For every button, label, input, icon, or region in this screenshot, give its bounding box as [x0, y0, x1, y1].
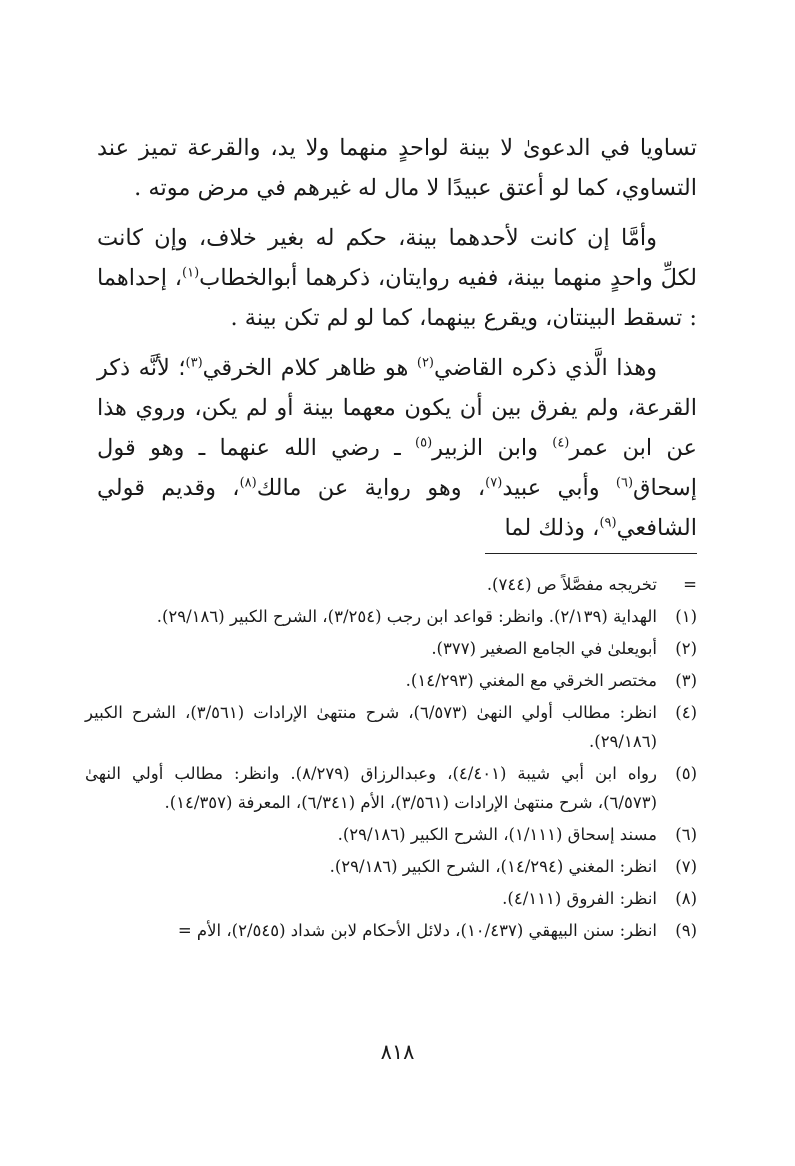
footnote-item: [85, 570, 697, 599]
footnote-text: أبويعلىٰ في الجامع الصغير (٣٧٧).: [431, 639, 657, 658]
footnote-reference: (٥): [415, 435, 433, 451]
footnote-reference: (٨): [239, 475, 257, 491]
page-number: ٨١٨: [380, 1040, 415, 1064]
footnote-reference: (١): [182, 265, 200, 281]
footnote-item: [85, 666, 697, 695]
footnote-reference: (٤): [552, 435, 570, 451]
paragraph: [97, 218, 697, 338]
footnote-marker: (١): [675, 607, 697, 626]
text-run: ؛ لأنَّه ذكر القرعة، ولم يفرق بين أن يكون معهما بينة أو لم يكن، وروي هذا عن ابن عمر: [97, 355, 697, 461]
footnote-marker: =: [683, 575, 697, 594]
text-run: هو ظاهر كلام الخرقي: [202, 355, 417, 381]
footnote-reference: (٩): [599, 515, 617, 531]
text-run: وأبي عبيد: [502, 475, 616, 501]
footnote-item: [85, 634, 697, 663]
text-run: ـ رضي الله عنهما ـ وهو قول إسحاق: [97, 435, 697, 501]
footnote-text: انظر: الفروق (٤/١١١).: [502, 889, 657, 908]
footnote-reference: (٦): [615, 475, 634, 491]
footnote-text: انظر: سنن البيهقي (١٠/٤٣٧)، دلائل الأحكام لابن شداد (٢/٥٤٥)، الأم =: [177, 921, 657, 940]
footnote-marker: (٢): [675, 639, 697, 658]
footnote-reference: (٧): [485, 475, 503, 491]
footnote-marker: (٥): [675, 764, 697, 783]
footnote-text: انظر: المغني (١٤/٢٩٤)، الشرح الكبير (٢٩/١٨٦).: [329, 857, 657, 876]
footnote-item: [85, 820, 697, 849]
footnote-item: [85, 759, 697, 817]
footnote-marker: (٩): [675, 921, 697, 940]
paragraph: [97, 128, 697, 208]
footnote-text: انظر: مطالب أولي النهىٰ (٦/٥٧٣)، شرح منتهىٰ الإرادات (٣/٥٦١)، الشرح الكبير (٢٩/١٨٦).: [85, 703, 657, 751]
footnote-marker: (٣): [675, 671, 697, 690]
footnote-text: مسند إسحاق (١/١١١)، الشرح الكبير (٢٩/١٨٦).: [337, 825, 657, 844]
text-run: تساويا في الدعوىٰ لا بينة لواحدٍ منهما ولا يد، والقرعة تميز عند التساوي، كما لو أعتق عبيدًا لا مال له غيرهم في مرض موته .: [97, 135, 697, 201]
text-run: وأمَّا إن كانت لأحدهما بينة، حكم له بغير خلاف، وإن كانت لكلِّ واحدٍ منهما بينة، ففيه روايتان، ذكرهما أبوالخطاب: [97, 225, 698, 291]
footnote-marker: (٨): [675, 889, 697, 908]
text-run: وابن الزبير: [432, 435, 553, 461]
text-run: ، وذلك لما: [504, 515, 600, 541]
footnote-marker: (٤): [675, 703, 697, 722]
footnote-reference: (٢): [416, 355, 434, 371]
footnote-text: رواه ابن أبي شيبة (٤/٤٠١)، وعبدالرزاق (٨/٢٧٩). وانظر: مطالب أولي النهىٰ (٦/٥٧٣)، شرح منتهىٰ الإرادات (٣/٥٦١)، الأم (٦/٣٤١)، المعرفة (١٤/٣٥٧).: [85, 764, 657, 812]
main-text-body: [97, 128, 697, 558]
footnote-reference: (٣): [185, 355, 203, 371]
footnote-marker: (٧): [675, 857, 697, 876]
paragraph: [97, 348, 697, 548]
footnote-item: [85, 916, 697, 945]
footnote-item: [85, 884, 697, 913]
text-run: ، إحداهما : تسقط البينتان، ويقرع بينهما، كما لو لم تكن بينة .: [97, 265, 697, 331]
text-run: ، وهو رواية عن مالك: [256, 475, 486, 501]
footnote-item: [85, 852, 697, 881]
footnote-marker: (٦): [675, 825, 697, 844]
footnote-text: الهداية (٢/١٣٩). وانظر: قواعد ابن رجب (٣/٢٥٤)، الشرح الكبير (٢٩/١٨٦).: [156, 607, 657, 626]
footnotes-list: [85, 570, 697, 948]
footnote-item: [85, 698, 697, 756]
footnote-divider: [485, 553, 697, 554]
text-run: ، وقديم قولي الشافعي: [97, 475, 697, 541]
text-run: وهذا الَّذي ذكره القاضي: [434, 355, 658, 381]
footnote-text: تخريجه مفصَّلاً ص (٧٤٤).: [486, 575, 657, 594]
footnote-item: [85, 602, 697, 631]
footnote-text: مختصر الخرقي مع المغني (١٤/٢٩٣).: [405, 671, 657, 690]
